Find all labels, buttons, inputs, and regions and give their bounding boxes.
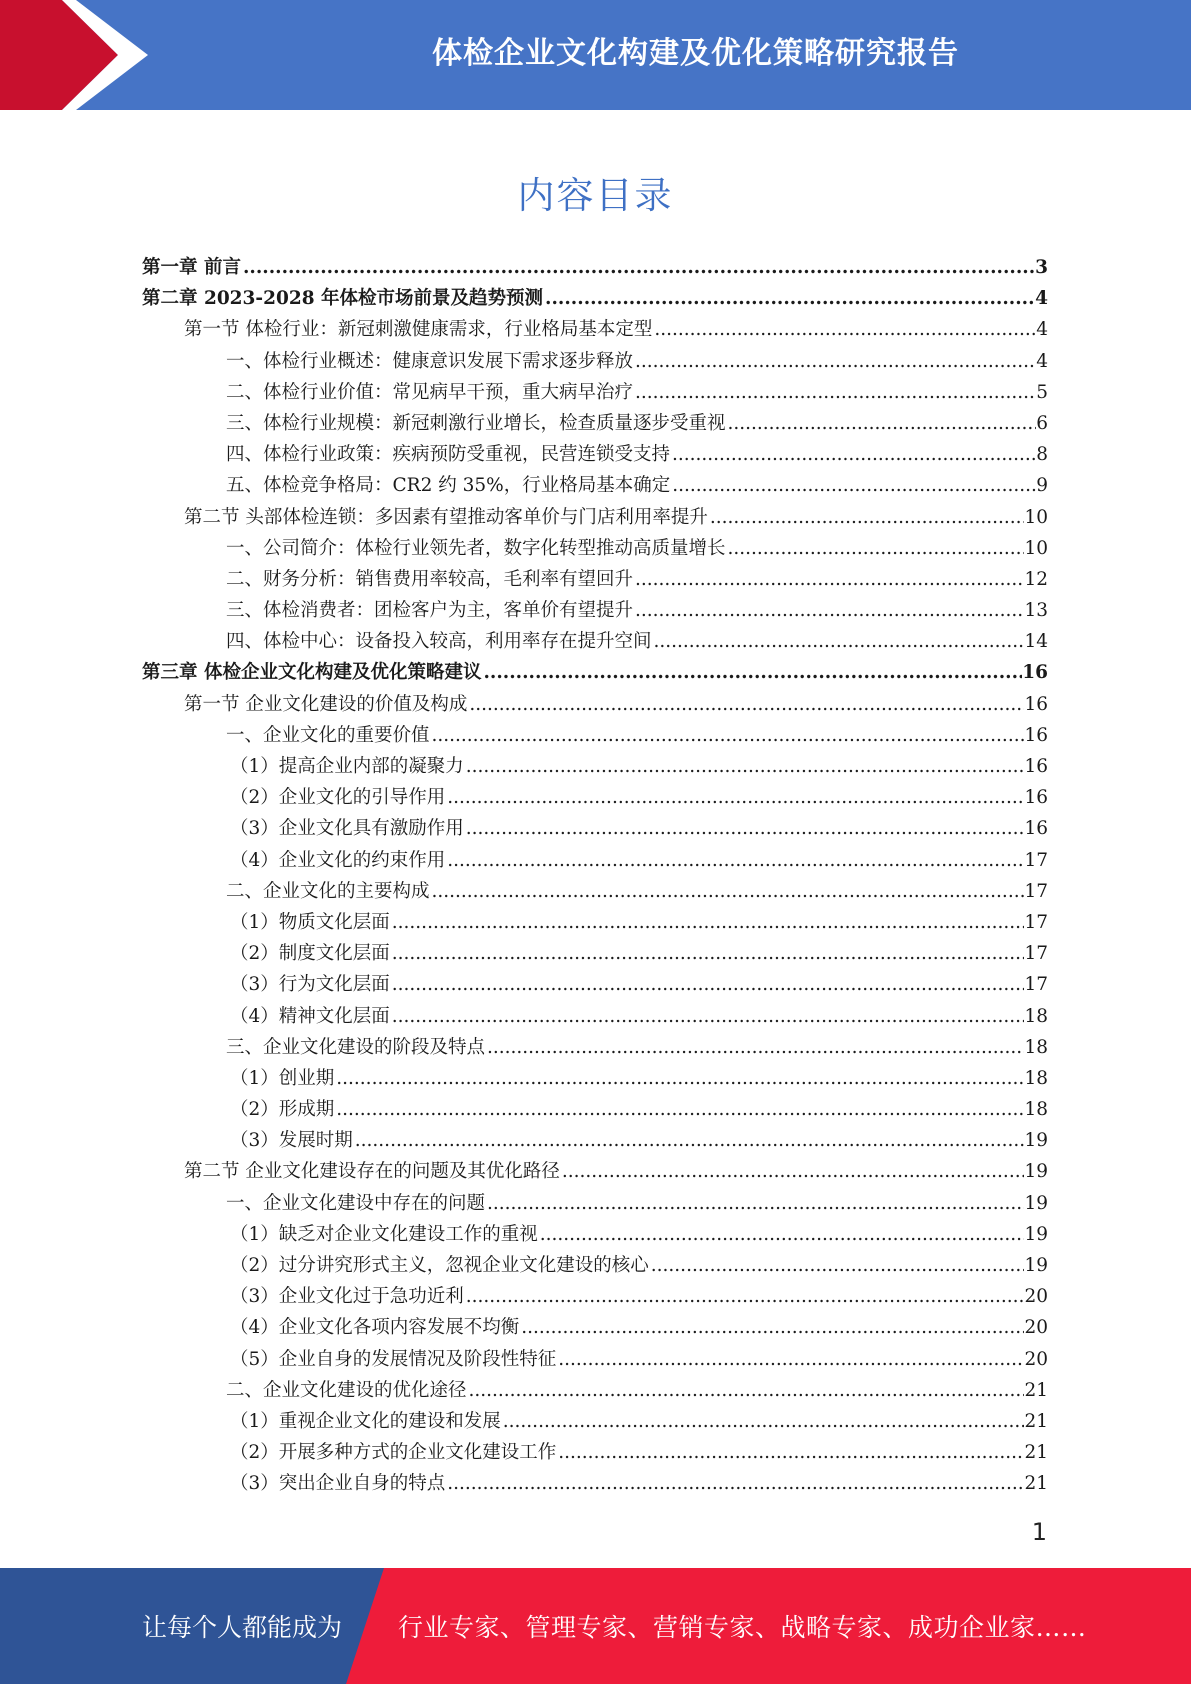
toc-entry-page: 5 (1036, 381, 1048, 403)
toc-entry-page: 6 (1036, 412, 1048, 434)
toc-entry-text: 四、体检行业政策：疾病预防受重视，民营连锁受支持 (226, 444, 671, 466)
toc-dot-leader (633, 569, 1024, 590)
toc-entry-text: （2）开展多种方式的企业文化建设工作 (230, 1442, 557, 1464)
toc-entry-text: （4）精神文化层面 (230, 1005, 390, 1027)
toc-entry-text: （4）企业文化的约束作用 (230, 849, 446, 871)
toc-dot-leader (390, 1006, 1025, 1027)
footer-slogan-right: 行业专家、管理专家、营销专家、战略专家、成功企业家…… (398, 1613, 1087, 1642)
toc-dot-leader (390, 943, 1025, 964)
toc-entry-page: 16 (1024, 818, 1048, 840)
toc-entry-text: （1）提高企业内部的凝聚力 (230, 756, 464, 777)
toc-entry[interactable] (142, 627, 1048, 658)
toc-dot-leader (538, 1224, 1025, 1245)
toc-entry-text: 二、财务分析：销售费用率较高，毛利率有望回升 (226, 568, 634, 590)
toc-entry-text: （2）制度文化层面 (230, 943, 390, 965)
toc-dot-leader (390, 912, 1025, 933)
toc-dot-leader (652, 631, 1025, 652)
toc-entry-text: 三、体检消费者：团检客户为主，客单价有望提升 (226, 600, 634, 622)
toc-entry-page: 19 (1024, 1223, 1048, 1245)
toc-entry[interactable] (142, 1251, 1048, 1282)
toc-dot-leader (633, 600, 1024, 621)
toc-entry-text: （2）过分讲究形式主义，忽视企业文化建设的核心 (230, 1255, 649, 1276)
toc-entry-text: 四、体检中心：设备投入较高，利用率存在提升空间 (226, 631, 652, 653)
toc-entry-page: 19 (1024, 1255, 1048, 1276)
toc-dot-leader (670, 475, 1036, 496)
toc-dot-leader (481, 662, 1022, 683)
toc-entry-text: （3）发展时期 (230, 1130, 353, 1152)
toc-entry-page: 21 (1024, 1473, 1048, 1495)
toc-entry-page: 16 (1024, 693, 1048, 715)
toc-entry-page: 13 (1024, 600, 1048, 622)
footer-slogan-left: 让每个人都能成为 (142, 1613, 343, 1642)
toc-entry-text: 五、体检竞争格局：CR2 约 35%，行业格局基本确定 (226, 475, 671, 497)
toc-entry[interactable] (142, 1313, 1048, 1344)
toc-dot-leader (485, 1193, 1024, 1214)
toc-entry-page: 16 (1024, 756, 1048, 777)
toc-entry-page: 21 (1024, 1379, 1048, 1401)
toc-dot-leader (556, 1349, 1024, 1370)
toc-dot-leader (334, 1068, 1024, 1089)
toc-entry-page: 4 (1036, 350, 1048, 372)
toc-dot-leader (241, 257, 1035, 278)
toc-entry-text: 第二节 头部体检连锁：多因素有望推动客单价与门店利用率提升 (184, 506, 708, 528)
toc-entry[interactable] (142, 378, 1048, 409)
toc-dot-leader (519, 1317, 1024, 1338)
toc-dot-leader (485, 1037, 1024, 1058)
toc-entry[interactable] (142, 1126, 1048, 1157)
toc-dot-leader (334, 1099, 1024, 1120)
toc-entry[interactable] (142, 315, 1048, 346)
toc-entry-text: 一、企业文化的重要价值 (226, 724, 430, 746)
toc-entry-text: 三、企业文化建设的阶段及特点 (226, 1036, 486, 1058)
toc-entry-text: （4）企业文化各项内容发展不均衡 (230, 1317, 520, 1339)
toc-entry[interactable] (142, 1095, 1048, 1126)
toc-entry-page: 18 (1024, 1099, 1048, 1121)
toc-entry[interactable] (142, 846, 1048, 877)
toc-dot-leader (464, 756, 1025, 777)
toc-entry-page: 8 (1036, 444, 1048, 466)
toc-entry[interactable] (142, 690, 1048, 721)
toc-entry[interactable] (142, 1407, 1048, 1438)
toc-entry[interactable] (142, 347, 1048, 378)
toc-entry-text: （1）重视企业文化的建设和发展 (230, 1410, 501, 1432)
toc-entry-page: 20 (1024, 1286, 1048, 1308)
toc-entry[interactable] (142, 1469, 1048, 1500)
toc-dot-leader (445, 1473, 1024, 1494)
toc-entry[interactable] (142, 1376, 1048, 1407)
toc-entry-text: 二、体检行业价值：常见病早干预，重大病早治疗 (226, 381, 634, 403)
toc-entry-text: （1）物质文化层面 (230, 911, 390, 933)
toc-dot-leader (556, 1442, 1024, 1463)
toc-entry-text: （3）行为文化层面 (230, 974, 390, 996)
toc-entry[interactable] (142, 596, 1048, 627)
toc-entry[interactable] (142, 471, 1048, 502)
toc-entry[interactable] (142, 253, 1048, 284)
toc-dot-leader (649, 1255, 1025, 1276)
toc-entry-page: 4 (1036, 319, 1048, 341)
toc-title: 内容目录 (517, 174, 674, 217)
toc-entry-page: 21 (1024, 1442, 1048, 1464)
toc-entry-text: （2）企业文化的引导作用 (230, 787, 446, 809)
toc-entry[interactable] (142, 1345, 1048, 1376)
toc-entry-text: （3）突出企业自身的特点 (230, 1473, 446, 1495)
toc-entry-text: （5）企业自身的发展情况及阶段性特征 (230, 1348, 557, 1370)
toc-entry-page: 17 (1024, 943, 1048, 965)
toc-entry[interactable] (142, 970, 1048, 1001)
toc-dot-leader (652, 319, 1036, 340)
toc-dot-leader (464, 1286, 1025, 1307)
toc-entry[interactable] (142, 409, 1048, 440)
toc-entry-text: 一、企业文化建设中存在的问题 (226, 1192, 486, 1214)
toc-entry[interactable] (142, 939, 1048, 970)
toc-entry-text: 第三章 体检企业文化构建及优化策略建议 (142, 662, 482, 684)
toc-entry-text: 第一章 前言 (142, 257, 241, 278)
toc-entry-text: （3）企业文化具有激励作用 (230, 818, 464, 840)
toc-entry[interactable] (142, 1282, 1048, 1313)
toc-entry-page: 16 (1024, 724, 1048, 746)
toc-entry-page: 9 (1036, 475, 1048, 497)
toc-entry-page: 12 (1024, 568, 1048, 590)
toc-dot-leader (390, 974, 1025, 995)
toc-entry-text: 一、公司简介：体检行业领先者，数字化转型推动高质量增长 (226, 537, 726, 559)
toc-entry-text: 第二章 2023-2028 年体检市场前景及趋势预测 (142, 288, 544, 310)
toc-entry-page: 19 (1024, 1130, 1048, 1152)
toc-entry-text: 二、企业文化建设的优化途径 (226, 1379, 467, 1401)
toc-dot-leader (726, 413, 1037, 434)
toc-entry[interactable] (142, 814, 1048, 845)
toc-entry-page: 18 (1024, 1036, 1048, 1058)
toc-dot-leader (467, 1380, 1025, 1401)
toc-entry-text: 三、体检行业规模：新冠刺激行业增长，检查质量逐步受重视 (226, 412, 726, 434)
toc-entry-text: 一、体检行业概述：健康意识发展下需求逐步释放 (226, 350, 634, 372)
toc-entry-page: 19 (1024, 1161, 1048, 1183)
toc-entry-text: （1）缺乏对企业文化建设工作的重视 (230, 1223, 538, 1245)
toc-entry-text: （2）形成期 (230, 1099, 335, 1121)
toc-entry[interactable] (142, 1438, 1048, 1469)
table-of-contents (142, 253, 1048, 1501)
toc-entry[interactable] (142, 1220, 1048, 1251)
toc-entry-text: （1）创业期 (230, 1067, 335, 1089)
toc-dot-leader (560, 1161, 1025, 1182)
toc-dot-leader (501, 1411, 1025, 1432)
toc-dot-leader (708, 507, 1025, 528)
toc-entry[interactable] (142, 1157, 1048, 1188)
toc-entry-text: 第一节 企业文化建设的价值及构成 (184, 693, 468, 715)
toc-entry-page: 18 (1024, 1005, 1048, 1027)
toc-dot-leader (670, 444, 1036, 465)
toc-dot-leader (467, 694, 1024, 715)
toc-dot-leader (430, 881, 1025, 902)
toc-entry-page: 17 (1024, 974, 1048, 996)
toc-entry-page: 10 (1024, 537, 1048, 559)
toc-entry-text: （3）企业文化过于急功近利 (230, 1286, 464, 1308)
toc-dot-leader (464, 818, 1025, 839)
toc-dot-leader (633, 351, 1036, 372)
toc-entry[interactable] (142, 1189, 1048, 1220)
toc-entry[interactable] (142, 565, 1048, 596)
page-number: 1 (1031, 1518, 1047, 1546)
toc-entry[interactable] (142, 284, 1048, 315)
toc-dot-leader (633, 382, 1036, 403)
toc-entry-page: 19 (1024, 1192, 1048, 1214)
toc-entry[interactable] (142, 503, 1048, 534)
toc-entry-page: 21 (1024, 1410, 1048, 1432)
toc-entry[interactable] (142, 658, 1048, 689)
toc-entry-page: 17 (1024, 911, 1048, 933)
toc-entry-text: 第一节 体检行业：新冠刺激健康需求，行业格局基本定型 (184, 319, 653, 341)
toc-entry[interactable] (142, 534, 1048, 565)
toc-entry-page: 20 (1024, 1348, 1048, 1370)
toc-entry-page: 16 (1022, 662, 1048, 684)
toc-entry-text: 二、企业文化的主要构成 (226, 880, 430, 902)
toc-entry-page: 10 (1024, 506, 1048, 528)
toc-dot-leader (445, 850, 1024, 871)
toc-entry-page: 17 (1024, 849, 1048, 871)
toc-entry[interactable] (142, 877, 1048, 908)
toc-entry[interactable] (142, 721, 1048, 752)
toc-dot-leader (445, 787, 1024, 808)
header-banner (0, 0, 1191, 110)
toc-entry-page: 20 (1024, 1317, 1048, 1339)
report-title: 体检企业文化构建及优化策略研究报告 (432, 36, 959, 71)
toc-entry-text: 第二节 企业文化建设存在的问题及其优化路径 (184, 1161, 560, 1183)
toc-entry-page: 17 (1024, 880, 1048, 902)
toc-entry[interactable] (142, 752, 1048, 783)
toc-entry[interactable] (142, 1002, 1048, 1033)
toc-entry[interactable] (142, 783, 1048, 814)
toc-entry-page: 18 (1024, 1067, 1048, 1089)
toc-dot-leader (353, 1130, 1025, 1151)
toc-entry-page: 4 (1035, 288, 1048, 310)
toc-entry-page: 3 (1035, 257, 1048, 278)
toc-entry[interactable] (142, 1033, 1048, 1064)
toc-entry[interactable] (142, 908, 1048, 939)
toc-entry-page: 16 (1024, 787, 1048, 809)
toc-dot-leader (543, 288, 1035, 309)
toc-entry[interactable] (142, 440, 1048, 471)
footer-banner (0, 1568, 1191, 1684)
toc-entry[interactable] (142, 1064, 1048, 1095)
toc-dot-leader (726, 538, 1025, 559)
toc-dot-leader (430, 725, 1025, 746)
toc-entry-page: 14 (1024, 631, 1048, 653)
